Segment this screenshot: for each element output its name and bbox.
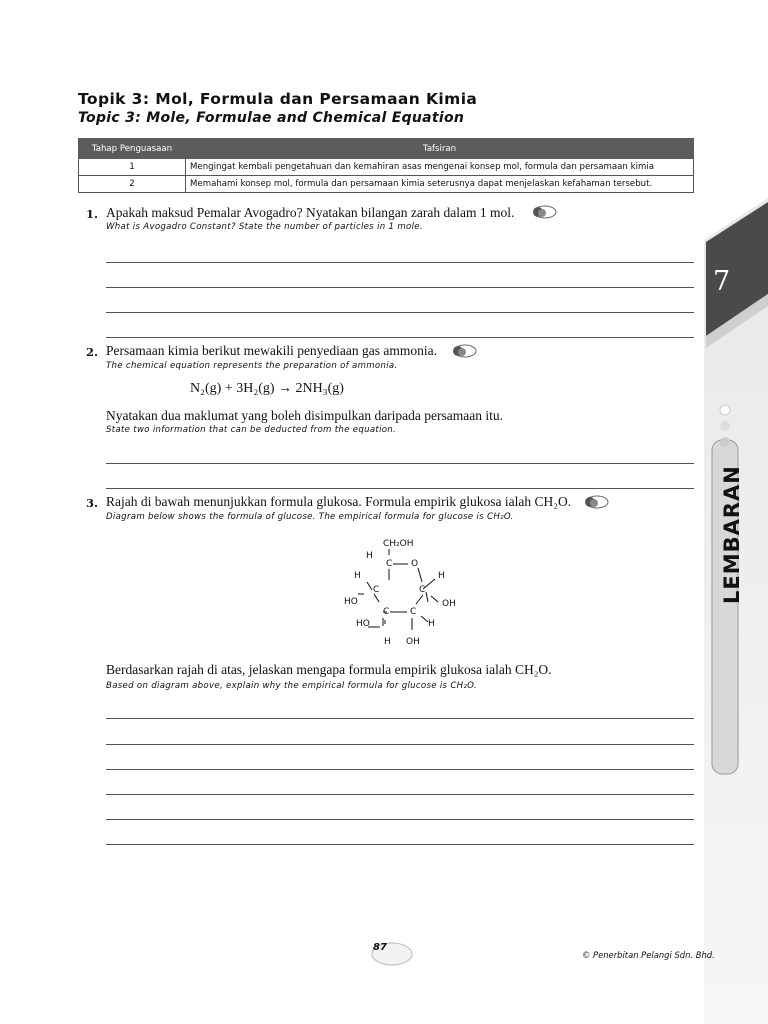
glucose-label-h: H bbox=[384, 637, 391, 647]
glucose-label-c: C bbox=[373, 585, 380, 595]
question-1-text-ms: Apakah maksud Pemalar Avogadro? Nyatakan bilangan zarah dalam 1 mol. bbox=[106, 205, 515, 220]
answer-line bbox=[106, 287, 694, 288]
glucose-label-h: H bbox=[366, 551, 373, 561]
answer-line bbox=[106, 794, 694, 795]
question-2-number: 2. bbox=[86, 345, 99, 359]
question-2-sub-en: State two information that can be deducted from the equation. bbox=[106, 425, 397, 435]
page-subtitle: Topic 3: Mole, Formulae and Chemical Equation bbox=[78, 110, 465, 126]
page-number: 87 bbox=[373, 942, 387, 953]
question-2-text-en: The chemical equation represents the preparation of ammonia. bbox=[106, 361, 398, 371]
table-cell-level: 2 bbox=[79, 176, 186, 193]
side-tab-label: LEMBARAN bbox=[720, 465, 744, 604]
answer-line bbox=[106, 744, 694, 745]
question-1-text-en: What is Avogadro Constant? State the number of particles in 1 mole. bbox=[106, 222, 423, 232]
glucose-label-ch2oh: CH₂OH bbox=[383, 539, 414, 549]
table-cell-description: Mengingat kembali pengetahuan dan kemahiran asas mengenai konsep mol, formula dan persamaan kimia bbox=[186, 159, 694, 176]
chapter-number: 7 bbox=[713, 266, 731, 297]
glucose-label-c: C bbox=[383, 607, 390, 617]
table-header-row bbox=[79, 139, 694, 159]
question-3-sub-en: Based on diagram above, explain why the empirical formula for glucose is CH₂O. bbox=[106, 681, 477, 691]
glucose-structure-diagram bbox=[330, 532, 470, 650]
answer-line bbox=[106, 844, 694, 845]
glucose-label-c: C bbox=[410, 607, 417, 617]
answer-line bbox=[106, 819, 694, 820]
glucose-label-oh: OH bbox=[406, 637, 420, 647]
table-cell-level: 1 bbox=[79, 159, 186, 176]
question-3-sub-ms: Berdasarkan rajah di atas, jelaskan mengapa formula empirik glukosa ialah CH₂O. bbox=[106, 662, 552, 677]
glucose-label-ho: HO bbox=[356, 619, 370, 629]
table-row bbox=[79, 159, 694, 176]
glucose-label-oh: OH bbox=[442, 599, 456, 609]
glucose-label-c: C bbox=[386, 559, 393, 569]
table-cell-description: Memahami konsep mol, formula dan persamaan kimia seterusnya dapat menjelaskan kefahaman tersebut. bbox=[186, 176, 694, 193]
mastery-table bbox=[78, 138, 694, 193]
glucose-label-h: H bbox=[354, 571, 361, 581]
answer-line bbox=[106, 718, 694, 719]
page-title: Topik 3: Mol, Formula dan Persamaan Kimia bbox=[78, 90, 478, 108]
chemical-equation: N₂(g) + 3H₂(g) → 2NH₃(g) bbox=[190, 381, 344, 396]
marker-icon bbox=[580, 494, 610, 510]
glucose-label-h: H bbox=[438, 571, 445, 581]
answer-line bbox=[106, 463, 694, 464]
glucose-label-ho: HO bbox=[344, 597, 358, 607]
answer-line bbox=[106, 769, 694, 770]
question-3-text-en: Diagram below shows the formula of glucose. The empirical formula for glucose is CH₂O. bbox=[106, 512, 514, 522]
table-header-level: Tahap Penguasaan bbox=[79, 139, 186, 159]
answer-line bbox=[106, 488, 694, 489]
question-2-text-ms: Persamaan kimia berikut mewakili penyediaan gas ammonia. bbox=[106, 343, 438, 358]
question-3-number: 3. bbox=[86, 496, 99, 510]
glucose-label-h: H bbox=[428, 619, 435, 629]
marker-icon bbox=[448, 343, 478, 359]
chapter-side-tab bbox=[704, 190, 768, 1024]
question-1-number: 1. bbox=[86, 207, 99, 221]
publisher-copyright: © Penerbitan Pelangi Sdn. Bhd. bbox=[582, 950, 715, 960]
table-header-interpretation: Tafsiran bbox=[186, 139, 694, 159]
answer-line bbox=[106, 337, 694, 338]
answer-line bbox=[106, 312, 694, 313]
question-3-text-ms: Rajah di bawah menunjukkan formula glukosa. Formula empirik glukosa ialah CH₂O. bbox=[106, 494, 572, 509]
table-row bbox=[79, 176, 694, 193]
glucose-label-o: O bbox=[411, 559, 419, 569]
question-2-sub-ms: Nyatakan dua maklumat yang boleh disimpulkan daripada persamaan itu. bbox=[106, 408, 504, 423]
marker-icon bbox=[528, 204, 558, 220]
glucose-label-c: C bbox=[419, 585, 426, 595]
answer-line bbox=[106, 262, 694, 263]
